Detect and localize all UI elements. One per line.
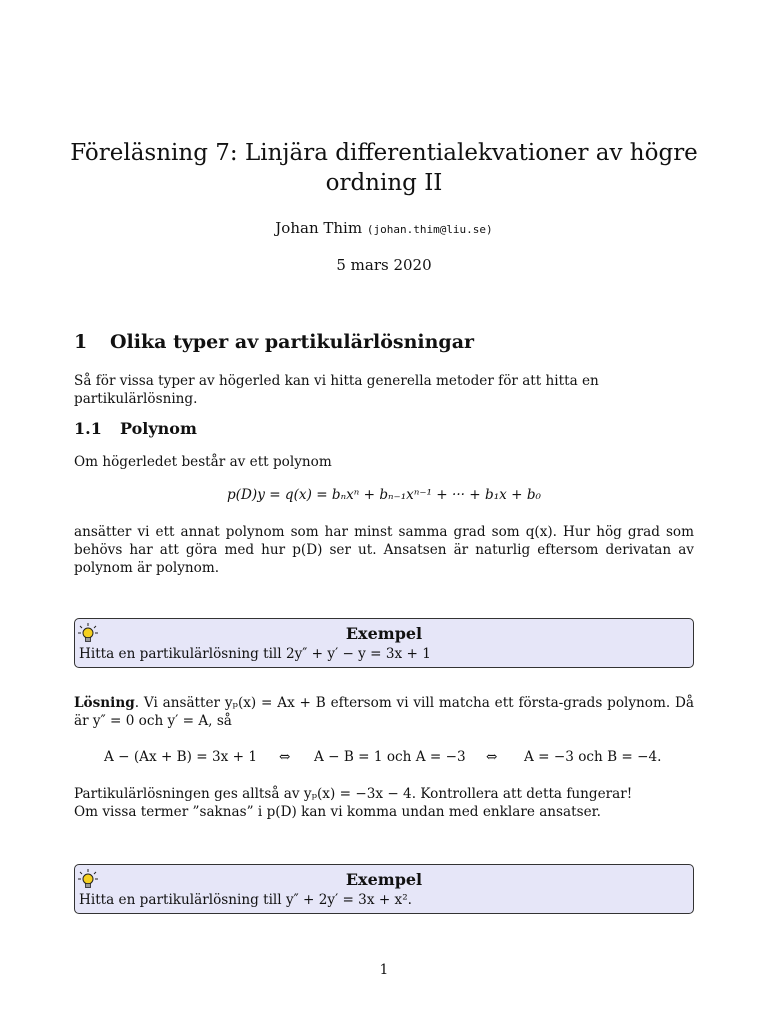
- solution-label: Lösning: [74, 695, 135, 711]
- document-date: 5 mars 2020: [336, 256, 432, 274]
- section-number: 1: [74, 331, 88, 353]
- equation-polynomial: p(D)y = q(x) = bₙxⁿ + bₙ₋₁xⁿ⁻¹ + ··· + b₁x + b₀: [226, 487, 541, 503]
- subsection-number: 1.1: [74, 419, 102, 438]
- section-intro: Så för vissa typer av högerled kan vi hitta generella metoder för att hitta en partikulärlösning.: [74, 373, 599, 407]
- paragraph-note: Om vissa termer ”saknas” i p(D) kan vi komma undan med enklare ansatser.: [74, 804, 601, 820]
- author-line: [0, 219, 768, 237]
- section-title: Olika typer av partikulärlösningar: [110, 331, 475, 353]
- subsection-heading: [74, 419, 197, 438]
- equivalence-arrow: ⇔: [486, 749, 498, 765]
- paragraph-polynom-intro: Om högerledet består av ett polynom: [74, 454, 332, 470]
- example-text: Hitta en partikulärlösning till 2y″ + y′ − y = 3x + 1: [79, 646, 431, 662]
- equivalence-arrow: ⇔: [279, 749, 291, 765]
- example-heading: Exempel: [345, 624, 423, 643]
- page-number: 1: [379, 962, 389, 978]
- section-heading: [74, 331, 474, 353]
- author-email: (johan.thim@liu.se): [366, 223, 493, 236]
- paragraph-result: Partikulärlösningen ges alltså av yₚ(x) = −3x − 4. Kontrollera att detta fungerar!: [74, 786, 633, 802]
- solution-text: . Vi ansätter yₚ(x) = Ax + B eftersom vi vill matcha ett första-grads polynom. Då är y″ = 0 och y′ = A, så: [74, 695, 694, 729]
- equation-part-c: A = −3 och B = −4.: [524, 749, 662, 765]
- document-title: Föreläsning 7: Linjära differentialekvationer av högre ordning II: [70, 140, 698, 196]
- subsection-title: Polynom: [120, 419, 197, 438]
- author-name: Johan Thim: [275, 219, 363, 237]
- example-text: Hitta en partikulärlösning till y″ + 2y′ = 3x + x².: [79, 892, 412, 908]
- paragraph-ansats: ansätter vi ett annat polynom som har minst samma grad som q(x). Hur hög grad som behövs har att göra med hur p(D) ser ut. Ansatsen är naturlig eftersom derivatan av polynom är polynom.: [74, 524, 694, 576]
- equation-part-a: A − (Ax + B) = 3x + 1: [104, 749, 257, 765]
- example-box-1: [74, 618, 694, 668]
- example-box-2: [74, 864, 694, 914]
- solution-paragraph: [74, 694, 694, 730]
- example-heading: Exempel: [345, 870, 423, 889]
- equation-part-b: A − B = 1 och A = −3: [314, 749, 466, 765]
